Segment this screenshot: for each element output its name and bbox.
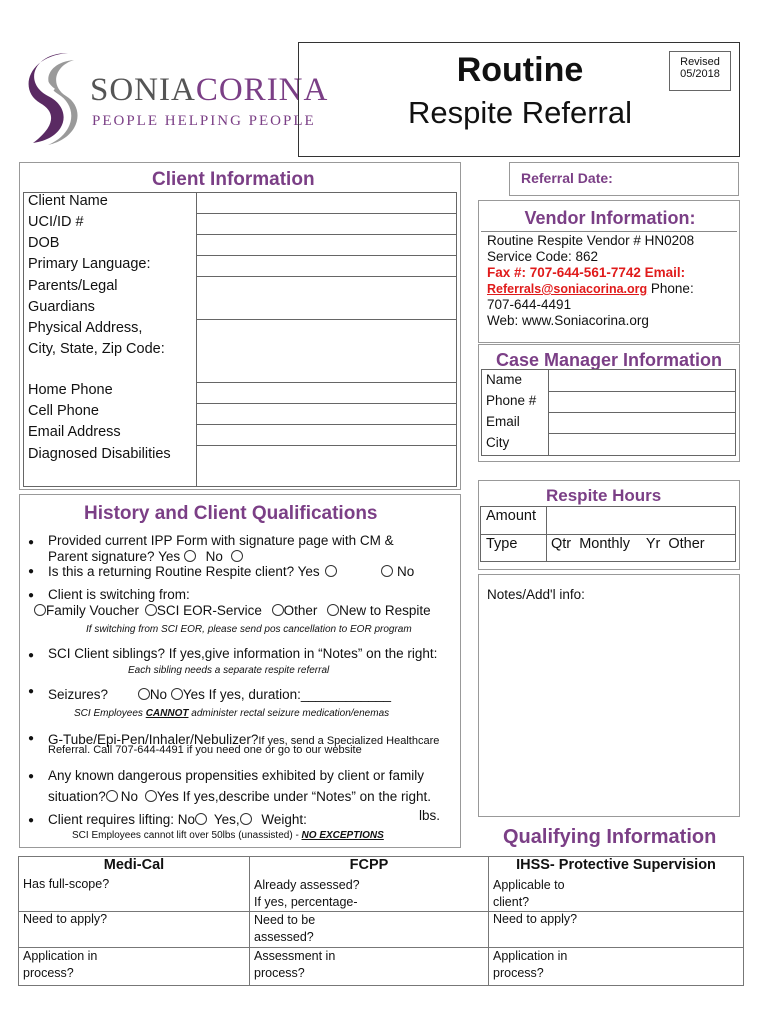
- history-q5-row: [48, 687, 391, 702]
- switch-sci-radio[interactable]: [145, 604, 157, 616]
- history-q6b: If yes, send a Specialized Healthcare: [258, 735, 440, 747]
- history-q2-row: [48, 564, 414, 579]
- switch-other-label: Other: [283, 603, 318, 618]
- history-lbs: lbs.: [419, 808, 441, 823]
- medi-process-a: Application in: [23, 948, 98, 963]
- cm-field-email: Email: [486, 414, 520, 429]
- col-medi-cal: Medi-Cal: [19, 857, 250, 877]
- ihss-applicable-label: Applicable to: [493, 877, 565, 892]
- fcpp-process-a: Assessment in: [254, 948, 336, 963]
- q2-no-radio[interactable]: [381, 565, 393, 577]
- title-box: [298, 42, 740, 157]
- history-q2-no: No: [396, 564, 415, 579]
- history-q1a: Provided current IPP Form with signature page with CM &: [48, 533, 394, 548]
- history-heading: History and Client Qualifications: [84, 503, 378, 524]
- client-field-parents: Parents/Legal: [28, 278, 118, 294]
- vendor-box: [478, 200, 740, 343]
- switch-new-label: New to Respite: [339, 603, 431, 618]
- history-q7b: situation?: [48, 789, 106, 804]
- q-medi-apply[interactable]: [19, 911, 250, 947]
- lift-yes-radio[interactable]: [240, 813, 252, 825]
- page-title: Routine: [456, 51, 584, 89]
- bullet-q4: ●: [28, 650, 35, 661]
- case-manager-heading: Case Manager Information: [495, 350, 723, 370]
- client-name-input[interactable]: [196, 193, 456, 212]
- vendor-heading: Vendor Information:: [524, 208, 696, 228]
- vendor-fax: Fax #: 707-644-561-7742 Email:: [487, 265, 686, 280]
- qualifying-table: [18, 856, 744, 986]
- history-note8: [72, 830, 384, 841]
- client-field-home-phone: Home Phone: [28, 382, 113, 398]
- switch-other-radio[interactable]: [272, 604, 284, 616]
- history-q6c: Referral. Call 707-644-4491 if you need one or go to our website: [48, 744, 362, 756]
- vendor-line2: Service Code: 862: [487, 249, 599, 264]
- danger-no-radio[interactable]: [106, 790, 118, 802]
- revised-box: [669, 51, 731, 91]
- q-ihss-process[interactable]: [489, 947, 744, 985]
- q1-yes-radio[interactable]: [184, 550, 196, 562]
- notes-label: Notes/Add'l info:: [487, 587, 585, 602]
- history-q7-no: No: [120, 789, 139, 804]
- respite-type-options[interactable]: Qtr Monthly Yr Other: [551, 536, 705, 552]
- history-q7b-row: [48, 789, 431, 804]
- col-fcpp: FCPP: [250, 857, 489, 877]
- cm-field-name: Name: [486, 372, 523, 387]
- history-q1b: Parent signature? Yes: [48, 549, 181, 564]
- vendor-phone-label: Phone:: [647, 281, 694, 296]
- bullet-q2: ●: [28, 566, 35, 577]
- fcpp-process-b: process?: [254, 965, 305, 980]
- cm-field-city: City: [486, 435, 510, 450]
- client-field-language: Primary Language:: [28, 256, 151, 272]
- note8-no-exceptions: NO EXCEPTIONS: [301, 830, 384, 841]
- fcpp-assessed-label: Already assessed?: [254, 877, 360, 892]
- bullet-q7: ●: [28, 771, 35, 782]
- logo-swirl-icon: [18, 48, 88, 148]
- vendor-web: Web: www.Soniacorina.org: [487, 313, 649, 328]
- referral-date-box[interactable]: [509, 162, 739, 196]
- history-q5-yes: Yes If yes, duration:____________: [182, 687, 392, 702]
- q-fcpp-need-assess[interactable]: [250, 911, 489, 947]
- seizure-no-radio[interactable]: [138, 688, 150, 700]
- page-subtitle: Respite Referral: [408, 95, 632, 130]
- col-ihss: IHSS- Protective Supervision: [489, 857, 744, 877]
- bullet-q1: ●: [28, 537, 35, 548]
- q-ihss-applicable[interactable]: [489, 877, 744, 912]
- medi-full-scope-label: Has full-scope?: [23, 876, 110, 891]
- client-field-guardians: Guardians: [28, 299, 95, 315]
- history-q3: Client is switching from:: [48, 587, 190, 602]
- client-info-heading: Client Information: [152, 169, 315, 190]
- bullet-q3: ●: [28, 590, 35, 601]
- revised-date: 05/2018: [680, 68, 720, 80]
- history-q5: Seizures?: [48, 687, 109, 702]
- revised-label: Revised: [680, 56, 720, 68]
- logo-brand-b: CORINA: [195, 72, 329, 108]
- cm-field-phone: Phone #: [486, 393, 537, 408]
- history-q8: Client requires lifting: No: [48, 812, 196, 827]
- client-field-cell-phone: Cell Phone: [28, 403, 99, 419]
- logo: [18, 48, 329, 148]
- client-field-dob: DOB: [28, 235, 60, 251]
- lift-no-radio[interactable]: [195, 813, 207, 825]
- medi-apply-label: Need to apply?: [23, 911, 108, 926]
- q-ihss-apply[interactable]: [489, 911, 744, 947]
- fcpp-percentage-label: If yes, percentage-: [254, 894, 358, 909]
- referral-date-label: Referral Date:: [521, 170, 613, 186]
- notes-box[interactable]: [478, 574, 740, 817]
- history-q6a: G-Tube/Epi-Pen/Inhaler/Nebulizer?: [48, 732, 259, 747]
- client-field-disabilities: Diagnosed Disabilities: [28, 446, 171, 462]
- seizure-yes-radio[interactable]: [171, 688, 183, 700]
- ihss-apply-label: Need to apply?: [493, 911, 578, 926]
- medi-process-b: process?: [23, 965, 74, 980]
- client-field-email: Email Address: [28, 424, 121, 440]
- vendor-line1: Routine Respite Vendor # HN0208: [487, 233, 695, 248]
- history-q7a: Any known dangerous propensities exhibited by client or family: [48, 768, 424, 783]
- note5-suffix: administer rectal seizure medication/enemas: [188, 708, 390, 719]
- history-note5: [74, 708, 389, 719]
- logo-tagline: PEOPLE HELPING PEOPLE: [92, 113, 316, 129]
- note8-text: SCI Employees cannot lift over 50lbs (unassisted) -: [72, 830, 302, 841]
- bullet-q6: ●: [28, 733, 35, 744]
- history-note4: Each sibling needs a separate respite referral: [128, 665, 330, 676]
- client-info-table: [23, 192, 457, 487]
- switch-family-radio[interactable]: [34, 604, 46, 616]
- history-q7-yes: Yes If yes,describe under “Notes” on the right.: [156, 789, 431, 804]
- history-q3-options: [34, 603, 431, 618]
- history-q5-no: No: [149, 687, 168, 702]
- q-medi-process[interactable]: [19, 947, 250, 985]
- q-fcpp-process[interactable]: [250, 947, 489, 985]
- ihss-client-label: client?: [493, 894, 530, 909]
- client-field-address: Physical Address,: [28, 320, 143, 336]
- logo-brand-a: SONIA: [90, 72, 196, 108]
- switch-family-label: Family Voucher: [46, 603, 140, 618]
- q-medi-full-scope[interactable]: [19, 877, 250, 912]
- vendor-email-row: [487, 281, 694, 296]
- qualifying-heading: Qualifying Information: [503, 826, 717, 848]
- history-q8-yes: Yes,: [213, 812, 240, 827]
- ihss-process-b: process?: [493, 965, 544, 980]
- respite-amount-label: Amount: [486, 508, 536, 524]
- history-q1b-row: [48, 549, 243, 564]
- client-field-name: Client Name: [28, 193, 108, 209]
- switch-sci-label: SCI EOR-Service: [156, 603, 262, 618]
- history-q1-no: No: [205, 549, 223, 564]
- vendor-email-link[interactable]: Referrals@soniacorina.org: [487, 282, 648, 296]
- client-field-city: City, State, Zip Code:: [28, 341, 165, 357]
- ihss-process-a: Application in: [493, 948, 568, 963]
- fcpp-need-label: Need to be: [254, 912, 316, 927]
- history-q2: Is this a returning Routine Respite client? Yes: [48, 564, 320, 579]
- q2-yes-radio[interactable]: [325, 565, 337, 577]
- client-field-uci: UCI/ID #: [28, 214, 84, 230]
- bullet-q5: ●: [28, 686, 35, 697]
- q-fcpp-assessed[interactable]: [250, 877, 489, 912]
- q1-no-radio[interactable]: [231, 550, 243, 562]
- respite-hours-heading: Respite Hours: [546, 486, 662, 505]
- note5-cannot: CANNOT: [145, 708, 189, 719]
- history-q4: SCI Client siblings? If yes,give information in “Notes” on the right:: [48, 646, 438, 661]
- note5-prefix: SCI Employees: [74, 708, 146, 719]
- respite-type-label: Type: [486, 536, 518, 552]
- history-q8-row: [48, 812, 307, 827]
- fcpp-assessed2-label: assessed?: [254, 929, 314, 944]
- vendor-phone: 707-644-4491: [487, 297, 572, 312]
- switch-new-radio[interactable]: [327, 604, 339, 616]
- history-note3: If switching from SCI EOR, please send pos cancellation to EOR program: [86, 624, 412, 635]
- danger-yes-radio[interactable]: [145, 790, 157, 802]
- history-q8-weight: Weight:: [261, 812, 307, 827]
- bullet-q8: ●: [28, 815, 35, 826]
